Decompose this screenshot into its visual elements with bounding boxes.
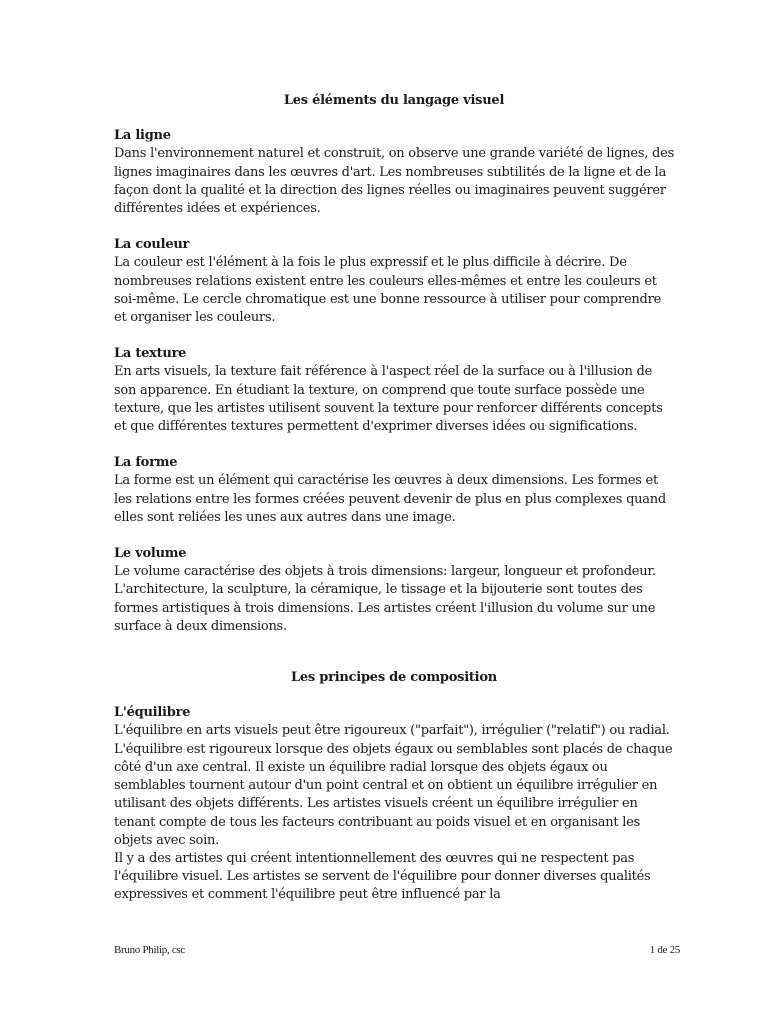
paragraph-shape: La forme est un élément qui caractérise les œuvres à deux dimensions. Les formes et les relations entre les formes créées peuvent devenir de plus en plus complexes quand elles sont reliées les unes aux autres dans une image. — [114, 473, 666, 525]
heading-volume: Le volume — [114, 546, 187, 562]
heading-texture: La texture — [114, 346, 187, 362]
section-title-composition: Les principes de composition — [291, 670, 497, 686]
section-balance — [114, 704, 674, 904]
document-body — [114, 92, 674, 923]
paragraph-volume: Le volume caractérise des objets à trois dimensions: largeur, longueur et profondeur. L'architecture, la sculpture, la céramique, le tissage et la bijouterie sont toutes des formes artistiques à trois dimensions. Les artistes créent l'illusion du volume sur une surface à deux dimensions. — [114, 564, 656, 634]
paragraph-balance-continued: Il y a des artistes qui créent intentionnellement des œuvres qui ne respectent pas l'équilibre visuel. Les artistes se servent de l'équilibre pour donner diverses qualités expressives et comment l'équilibre peut être influencé par la — [114, 850, 651, 903]
section-texture — [114, 345, 674, 436]
heading-balance: L'équilibre — [114, 705, 191, 721]
paragraph-color: La couleur est l'élément à la fois le plus expressif et le plus difficile à décrire. De nombreuses relations existent entre les couleurs elles-mêmes et entre les couleurs et soi-même. Le cercle chromatique est une bonne ressource à utiliser pour comprendre et organiser les couleurs. — [114, 255, 662, 326]
paragraph-balance: L'équilibre en arts visuels peut être rigoureux ("parfait"), irrégulier ("relatif") ou radial. L'équilibre est rigoureux lorsque des objets égaux ou semblables sont placés de chaque côté d'un axe central. Il existe un équilibre radial lorsque des objets égaux ou semblables tournent autour d'un point central et on obtient un équilibre irrégulier en utilisant des objets différents. Les artistes visuels créent un équilibre irrégulier en tenant compte de tous les facteurs contribuant au poids visuel et en organisant les objets avec soin. — [114, 723, 673, 848]
heading-line: La ligne — [114, 128, 171, 144]
heading-shape: La forme — [114, 455, 178, 471]
spacer — [114, 654, 674, 669]
paragraph-texture: En arts visuels, la texture fait référence à l'aspect réel de la surface ou à l'illusion de son apparence. En étudiant la texture, on comprend que toute surface possède une texture, que les artistes utilisent souvent la texture pour renforcer différents concepts et que différentes textures permettent d'exprimer diverses idées ou significations. — [114, 364, 663, 435]
heading-color: La couleur — [114, 237, 190, 253]
footer-author: Bruno Philip, csc — [114, 944, 185, 956]
section-shape — [114, 454, 674, 527]
footer-page-number: 1 de 25 — [649, 944, 680, 956]
section-volume — [114, 545, 674, 636]
section-title-visual-language: Les éléments du langage visuel — [283, 93, 505, 108]
paragraph-line: Dans l'environnement naturel et construit, on observe une grande variété de lignes, des lignes imaginaires dans les œuvres d'art. Les nombreuses subtilités de la ligne et de la façon dont la qualité et la direction des lignes réelles ou imaginaires peuvent suggérer différentes idées et expériences. — [114, 146, 674, 217]
section-line — [114, 127, 674, 218]
section-color — [114, 236, 674, 327]
